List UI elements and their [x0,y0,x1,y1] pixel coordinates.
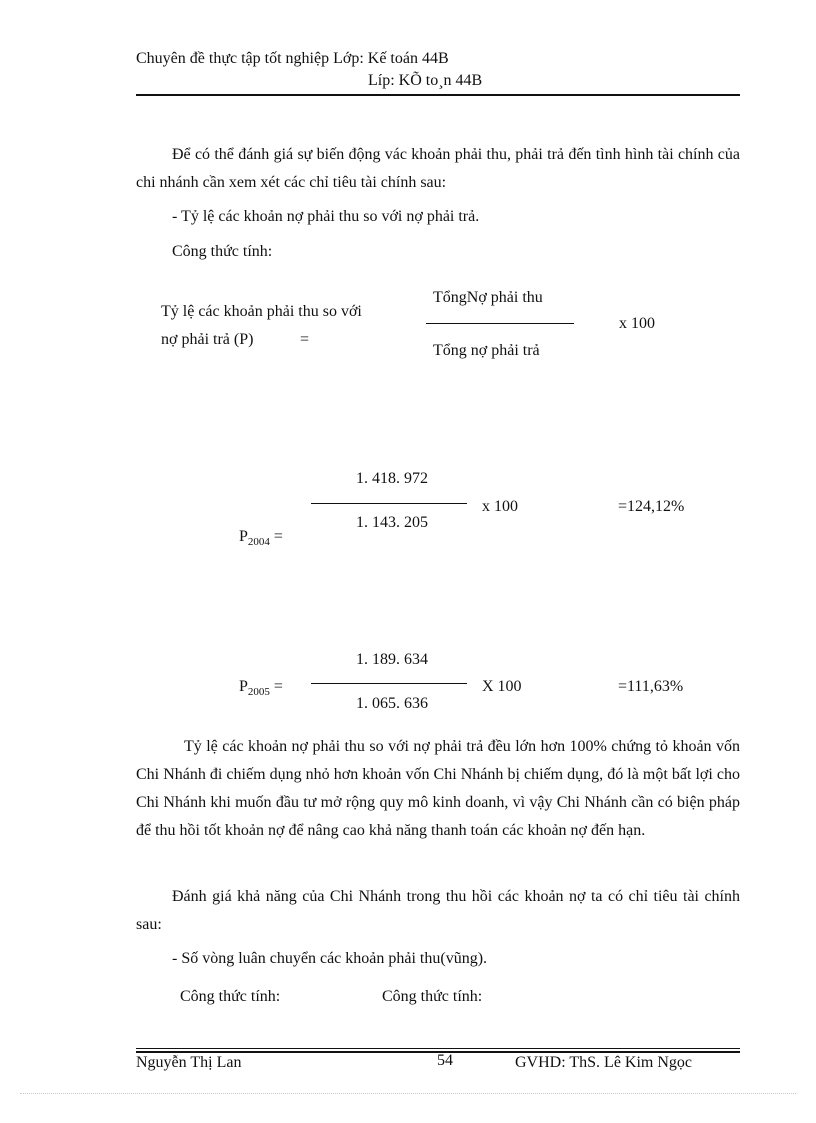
formula-denominator: Tổng nợ phải trả [433,342,540,359]
p2005-label [239,673,283,706]
formula-multiplier: x 100 [619,315,655,332]
p2004-label-letter: P [239,528,248,545]
p2004-multiplier: x 100 [482,498,518,515]
p2005-result: =111,63% [618,678,684,695]
p2005-label-letter: P [239,678,248,695]
page-bottom-edge [20,1093,796,1094]
footer-author: Nguyễn Thị Lan [136,1054,242,1071]
p2005-fraction-line [311,683,467,684]
formula-equals: = [300,331,310,348]
formula-label-b: Công thức tính: [382,988,483,1005]
p2004-label-equals: = [269,528,283,545]
p2005-multiplier: X 100 [482,678,522,695]
bullet-ratio: - Tỷ lệ các khoản nợ phải thu so với nợ phải trả. [172,208,480,225]
formula-fraction-line [426,323,574,324]
formula-label: Công thức tính: [172,243,273,260]
header-title: Chuyên đề thực tập tốt nghiệp Lớp: Kế toán 44B [136,50,449,67]
p2005-label-equals: = [269,678,283,695]
p2005-label-subscript: 2005 [247,686,270,698]
page-number: 54 [437,1052,453,1069]
p2004-numerator: 1. 418. 972 [356,470,428,487]
paragraph-analysis: Tỷ lệ các khoản nợ phải thu so với nợ phải trả đều lớn hơn 100% chứng tỏ khoản vốn Chi Nhánh đi chiếm dụng nhỏ hơn khoản vốn Chi Nhánh bị chiếm dụng, đó là một bất lợi cho Chi Nhánh khi muốn đầu tư mở rộng quy mô kinh doanh, vì vậy Chi Nhánh cần có biện pháp để thu hồi tốt khoản nợ để nâng cao khả năng thanh toán các khoản nợ đến hạn. [136,738,740,839]
p2004-label-subscript: 2004 [247,536,270,548]
header-class: Líp: KÕ to¸n 44B [368,72,483,89]
p2004-denominator: 1. 143. 205 [356,514,428,531]
p2004-result: =124,12% [618,498,685,515]
p2004-label [239,523,283,556]
p2004-fraction-line [311,503,467,504]
paragraph-receivables: Đánh giá khả năng của Chi Nhánh trong thu hồi các khoản nợ ta có chỉ tiêu tài chính sau: [136,888,740,933]
footer-advisor: GVHD: ThS. Lê Kim Ngọc [515,1054,693,1071]
header-rule [136,94,740,96]
bullet-turnover: - Số vòng luân chuyển các khoản phải thu(vũng). [172,950,488,967]
formula-numerator: TổngNợ phải thu [433,289,543,306]
paragraph-intro: Để có thể đánh giá sự biến động vác khoản phải thu, phải trả đến tình hình tài chính của chi nhánh cần xem xét các chỉ tiêu tài chính sau: [136,146,740,191]
formula-lhs-line1: Tỷ lệ các khoản phải thu so với [161,303,362,320]
p2005-numerator: 1. 189. 634 [356,651,428,668]
formula-label-a: Công thức tính: [180,988,281,1005]
footer-rule-top [136,1048,740,1049]
formula-lhs-line2: nợ phải trả (P) [161,331,254,348]
p2005-denominator: 1. 065. 636 [356,695,428,712]
